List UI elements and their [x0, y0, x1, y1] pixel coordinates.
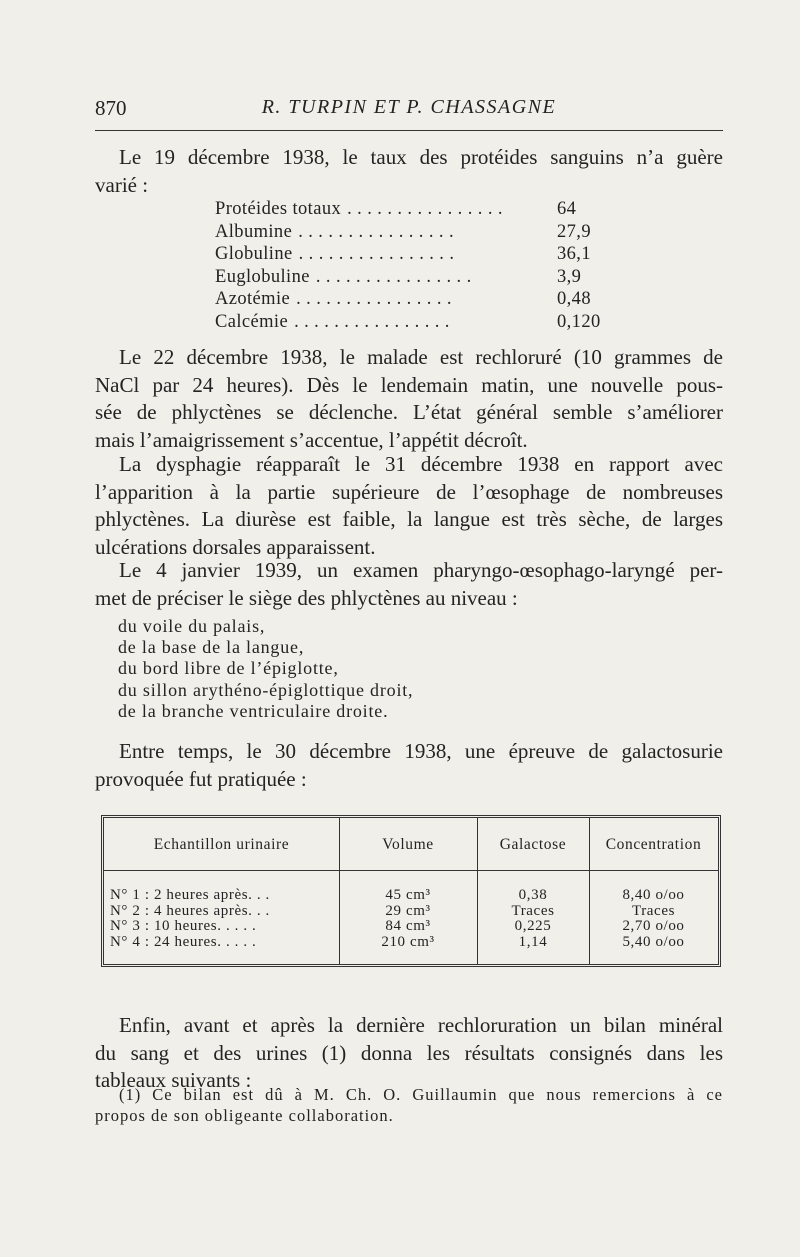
table-cell: N° 4 : 24 heures. . . . . — [110, 933, 257, 950]
table-divider — [104, 870, 718, 871]
page-header — [95, 96, 723, 126]
table-cell: 1,14 — [518, 933, 548, 950]
table-cell: 45 cm³ — [385, 887, 431, 903]
blood-value: 64 — [557, 199, 577, 219]
text-line: Enfin, avant et après la dernière rechloruration un bilan minéral — [119, 1013, 723, 1037]
text-line: Entre temps, le 30 décembre 1938, une épreuve de galactosurie — [119, 739, 723, 763]
blood-value-label: Globuline — [215, 244, 293, 264]
paragraph-rechloruration — [95, 344, 723, 454]
paragraph-dysphagia — [95, 451, 723, 561]
table-cell: 0,225 — [514, 918, 552, 934]
text-line: Le 19 décembre 1938, le taux des protéides sanguins n’a guère — [119, 145, 723, 169]
text-line: La dysphagie réapparaît le 31 décembre 1938 en rapport avec — [119, 452, 723, 476]
blood-value-row — [215, 288, 615, 311]
lesion-site-item: du voile du palais, — [118, 616, 266, 636]
table-cell: 29 cm³ — [385, 902, 431, 919]
table-cell: 210 cm³ — [381, 933, 435, 950]
column-header: Galactose — [499, 836, 567, 853]
table-cell: 2,70 o/oo — [622, 918, 685, 934]
blood-value: 27,9 — [557, 221, 591, 242]
leader-dots: . . . . . . . . . . . . . . . . — [347, 199, 503, 219]
leader-dots: . . . . . . . . . . . . . . . . — [298, 244, 455, 264]
leader-dots: . . . . . . . . . . . . . . . . — [294, 311, 450, 332]
page-number: 870 — [95, 96, 127, 120]
column-header: Volume — [382, 836, 434, 853]
text-line: Le 4 janvier 1939, un examen pharyngo-œsophago-laryngé per- — [119, 558, 723, 582]
paragraph-protein-intro — [95, 144, 723, 199]
table-cell: 0,38 — [518, 887, 548, 903]
galactosuria-table — [101, 815, 721, 967]
lesion-site-item: de la base de la langue, — [118, 637, 305, 658]
table-cell: N° 1 : 2 heures après. . . — [110, 887, 270, 903]
footnote — [95, 1084, 723, 1126]
paragraph-mineral-balance — [95, 1012, 723, 1095]
table-cell: Traces — [631, 902, 676, 919]
lesion-sites-list — [118, 616, 413, 722]
blood-value: 36,1 — [557, 244, 591, 264]
blood-value-label: Calcémie — [215, 311, 289, 332]
blood-values-list — [215, 198, 615, 333]
table-cell: N° 3 : 10 heures. . . . . — [110, 918, 257, 934]
lesion-site-item: du bord libre de l’épiglotte, — [118, 658, 339, 679]
text-line: phlyctènes. La diurèse est faible, la langue est très sèche, de larges — [95, 507, 723, 531]
blood-value: 0,48 — [557, 289, 591, 309]
blood-value-label: Albumine — [215, 221, 293, 242]
leader-dots: . . . . . . . . . . . . . . . . — [296, 289, 452, 309]
leader-dots: . . . . . . . . . . . . . . . . — [315, 266, 472, 287]
running-head: R. TURPIN ET P. CHASSAGNE — [261, 96, 557, 118]
blood-value-row — [215, 243, 615, 266]
blood-value: 0,120 — [557, 311, 601, 332]
footnote-line: (1) Ce bilan est dû à M. Ch. O. Guillaumin que nous remercions à ce — [119, 1085, 723, 1104]
sample-column — [110, 888, 335, 950]
table-cell: Traces — [511, 902, 555, 919]
text-line: provoquée fut pratiquée : — [95, 766, 307, 791]
blood-value-row — [215, 198, 615, 221]
text-line: met de préciser le siège des phlyctènes au niveau : — [95, 585, 518, 610]
text-line: l’apparition à la partie supérieure de l’œsophage de nombreuses — [95, 479, 723, 504]
lesion-site-item: de la branche ventriculaire droite. — [118, 700, 389, 721]
text-line: du sang et des urines (1) donna les résultats consignés dans les — [95, 1040, 723, 1065]
text-line: tableaux suivants : — [95, 1068, 252, 1092]
table-cell: 5,40 o/oo — [622, 933, 685, 950]
footnote-line: propos de son obligeante collaboration. — [95, 1106, 394, 1125]
text-line: Le 22 décembre 1938, le malade est rechloruré (10 grammes de — [119, 345, 723, 369]
blood-value-row — [215, 221, 615, 244]
column-header: Concentration — [605, 836, 702, 853]
leader-dots: . . . . . . . . . . . . . . . . — [298, 221, 454, 242]
concentration-column — [589, 888, 718, 950]
blood-value-row — [215, 266, 615, 289]
blood-value-label: Euglobuline — [215, 266, 310, 287]
table-cell: 84 cm³ — [385, 918, 431, 934]
blood-value: 3,9 — [557, 266, 582, 287]
text-line: mais l’amaigrissement s’accentue, l’appétit décroît. — [95, 427, 528, 452]
table-cell: N° 2 : 4 heures après. . . — [110, 902, 270, 919]
paragraph-galactosuria — [95, 738, 723, 793]
text-line: NaCl par 24 heures). Dès le lendemain matin, une nouvelle pous- — [95, 372, 723, 397]
blood-value-label: Azotémie — [215, 289, 291, 309]
text-line: sée de phlyctènes se déclenche. L’état général semble s’améliorer — [95, 400, 723, 424]
galactose-column — [477, 888, 589, 950]
blood-value-label: Protéides totaux — [215, 199, 342, 219]
column-header: Echantillon urinaire — [153, 836, 290, 853]
table-cell: 8,40 o/oo — [622, 887, 685, 903]
blood-value-row — [215, 311, 615, 334]
text-line: ulcérations dorsales apparaissent. — [95, 534, 376, 559]
lesion-site-item: du sillon arythéno-épiglottique droit, — [118, 679, 414, 700]
text-line: varié : — [95, 172, 149, 197]
paragraph-examination — [95, 557, 723, 612]
volume-column — [339, 888, 477, 950]
header-rule — [95, 130, 723, 131]
